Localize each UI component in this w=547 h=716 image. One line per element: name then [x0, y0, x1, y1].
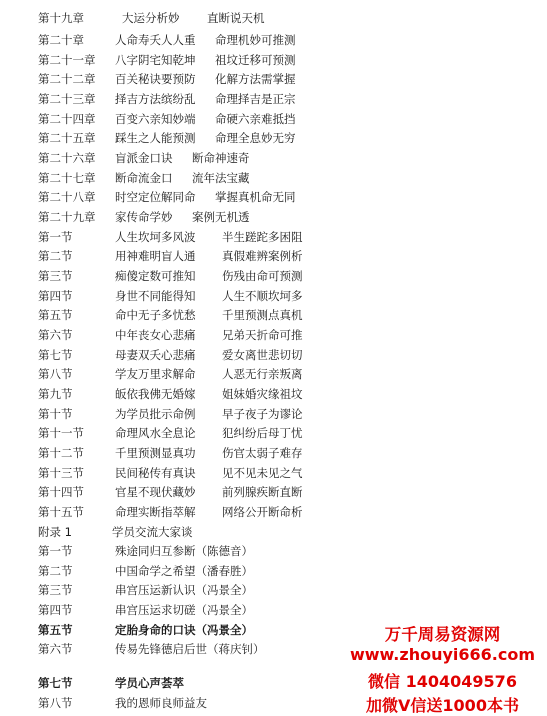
section-number: 第三节 — [38, 269, 73, 283]
appendix-title: 学员交流大家谈 — [112, 525, 193, 539]
section-number: 第五节 — [38, 623, 73, 637]
chapter-number: 第二十一章 — [38, 53, 96, 67]
section-number: 第十二节 — [38, 446, 84, 460]
section-number: 第七节 — [38, 348, 73, 362]
section-title-second: 真假难辨案例析 — [222, 249, 303, 263]
chapter-title: 百变六亲知妙端 — [115, 112, 196, 126]
section-title: 传易先锋德启后世（蒋庆钊） — [115, 642, 265, 656]
section-number: 第二节 — [38, 564, 73, 578]
section-number: 第二节 — [38, 249, 73, 263]
chapter-title: 断命流金口 — [115, 171, 173, 185]
section-number: 第三节 — [38, 583, 73, 597]
section-title: 为学员批示命例 — [115, 407, 196, 421]
watermark-site-name: 万千周易资源网 — [384, 625, 501, 644]
section-title: 用神难明盲人通 — [115, 249, 196, 263]
section-title-second: 人恶无行亲叛离 — [222, 367, 303, 381]
section-title-second: 网络公开断命析 — [222, 505, 303, 519]
section-title-second: 半生蹉跎多困阻 — [222, 230, 303, 244]
chapter-number: 第二十九章 — [38, 210, 96, 224]
section-title: 身世不同能得知 — [115, 289, 196, 303]
chapter-title-second: 命理机妙可推测 — [215, 33, 296, 47]
chapter-title-second: 直断说天机 — [207, 11, 265, 25]
section-title: 母妻双夭心悲痛 — [115, 348, 196, 362]
section-title-second: 千里预测点真机 — [222, 308, 303, 322]
section-number: 第六节 — [38, 642, 73, 656]
section-title: 定胎身命的口诀（冯景全） — [115, 623, 253, 637]
chapter-number: 第二十二章 — [38, 72, 96, 86]
section-number: 第一节 — [38, 230, 73, 244]
chapter-title-second: 命理择吉是正宗 — [215, 92, 296, 106]
section-title: 串宫压运求切磋（冯景全） — [115, 603, 253, 617]
section-title-second: 前列腺疾断直断 — [222, 485, 303, 499]
section-title: 民间秘传有真诀 — [115, 466, 196, 480]
section-title: 皈依我佛无婚嫁 — [115, 387, 196, 401]
section-title: 中国命学之希望（潘春胜） — [115, 564, 253, 578]
section-title: 命理实断指萃解 — [115, 505, 196, 519]
chapter-number: 第二十三章 — [38, 92, 96, 106]
section-number: 第十五节 — [38, 505, 84, 519]
chapter-title: 八字阴宅知乾坤 — [115, 53, 196, 67]
chapter-title: 时空定位解同命 — [115, 190, 196, 204]
section-title: 学员心声荟萃 — [115, 676, 184, 690]
chapter-title-second: 祖坟迁移可预测 — [215, 53, 296, 67]
section-title: 痴傻定数可推知 — [115, 269, 196, 283]
section-number: 第八节 — [38, 696, 73, 710]
chapter-title: 大运分析妙 — [122, 11, 180, 25]
chapter-title-second: 断命神速奇 — [192, 151, 250, 165]
section-title: 串宫压运新认识（冯景全） — [115, 583, 253, 597]
chapter-title-second: 流年法宝藏 — [192, 171, 250, 185]
section-number: 第五节 — [38, 308, 73, 322]
section-title: 中年丧女心悲痛 — [115, 328, 196, 342]
chapter-number: 第二十五章 — [38, 131, 96, 145]
section-title-second: 人生不顺坎坷多 — [222, 289, 303, 303]
section-title: 殊途同归互参断（陈德音） — [115, 544, 253, 558]
section-title: 千里预测显真功 — [115, 446, 196, 460]
section-title-second: 伤残由命可预测 — [222, 269, 303, 283]
appendix-number: 附录 1 — [38, 525, 72, 539]
chapter-title-second: 化解方法需掌握 — [215, 72, 296, 86]
section-title-second: 见不见未见之气 — [222, 466, 303, 480]
section-number: 第十四节 — [38, 485, 84, 499]
chapter-title-second: 案例无机透 — [192, 210, 250, 224]
chapter-title-second: 命硬六亲难抵挡 — [215, 112, 296, 126]
chapter-number: 第二十七章 — [38, 171, 96, 185]
watermark-promo: 加微V信送1000本书 — [366, 696, 519, 715]
section-title-second: 犯纠纷后母丁忧 — [222, 426, 303, 440]
section-title: 官星不现伏藏妙 — [115, 485, 196, 499]
chapter-title: 择吉方法缤纷乱 — [115, 92, 196, 106]
section-number: 第十三节 — [38, 466, 84, 480]
section-number: 第七节 — [38, 676, 73, 690]
chapter-title: 百关秘诀要预防 — [115, 72, 196, 86]
section-number: 第九节 — [38, 387, 73, 401]
chapter-number: 第二十八章 — [38, 190, 96, 204]
section-number: 第十节 — [38, 407, 73, 421]
section-title-second: 姐妹婚灾缘祖坟 — [222, 387, 303, 401]
chapter-title: 盲派金口诀 — [115, 151, 173, 165]
chapter-title-second: 命理全息妙无穷 — [215, 131, 296, 145]
section-title-second: 伤官太弱子难存 — [222, 446, 303, 460]
chapter-number: 第二十章 — [38, 33, 84, 47]
section-title-second: 兄弟天折命可推 — [222, 328, 303, 342]
chapter-number: 第十九章 — [38, 11, 84, 25]
section-number: 第六节 — [38, 328, 73, 342]
section-title: 学友万里求解命 — [115, 367, 196, 381]
chapter-number: 第二十四章 — [38, 112, 96, 126]
section-title: 命理风水全息论 — [115, 426, 196, 440]
section-number: 第一节 — [38, 544, 73, 558]
chapter-number: 第二十六章 — [38, 151, 96, 165]
section-title: 人生坎坷多风波 — [115, 230, 196, 244]
section-number: 第十一节 — [38, 426, 84, 440]
chapter-title: 家传命学妙 — [115, 210, 173, 224]
watermark-url: www.zhouyi666.com — [349, 645, 536, 664]
section-title: 我的恩师良师益友 — [115, 696, 207, 710]
watermark-wechat: 微信 1404049576 — [368, 672, 517, 691]
section-title: 命中无子多忧愁 — [115, 308, 196, 322]
chapter-title: 踩生之人能预测 — [115, 131, 196, 145]
section-title-second: 爱女离世悲切切 — [222, 348, 303, 362]
section-title-second: 早子夜子为谬论 — [222, 407, 303, 421]
section-number: 第四节 — [38, 289, 73, 303]
section-number: 第八节 — [38, 367, 73, 381]
chapter-title: 人命寿夭人人重 — [115, 33, 196, 47]
section-number: 第四节 — [38, 603, 73, 617]
chapter-title-second: 掌握真机命无同 — [215, 190, 296, 204]
